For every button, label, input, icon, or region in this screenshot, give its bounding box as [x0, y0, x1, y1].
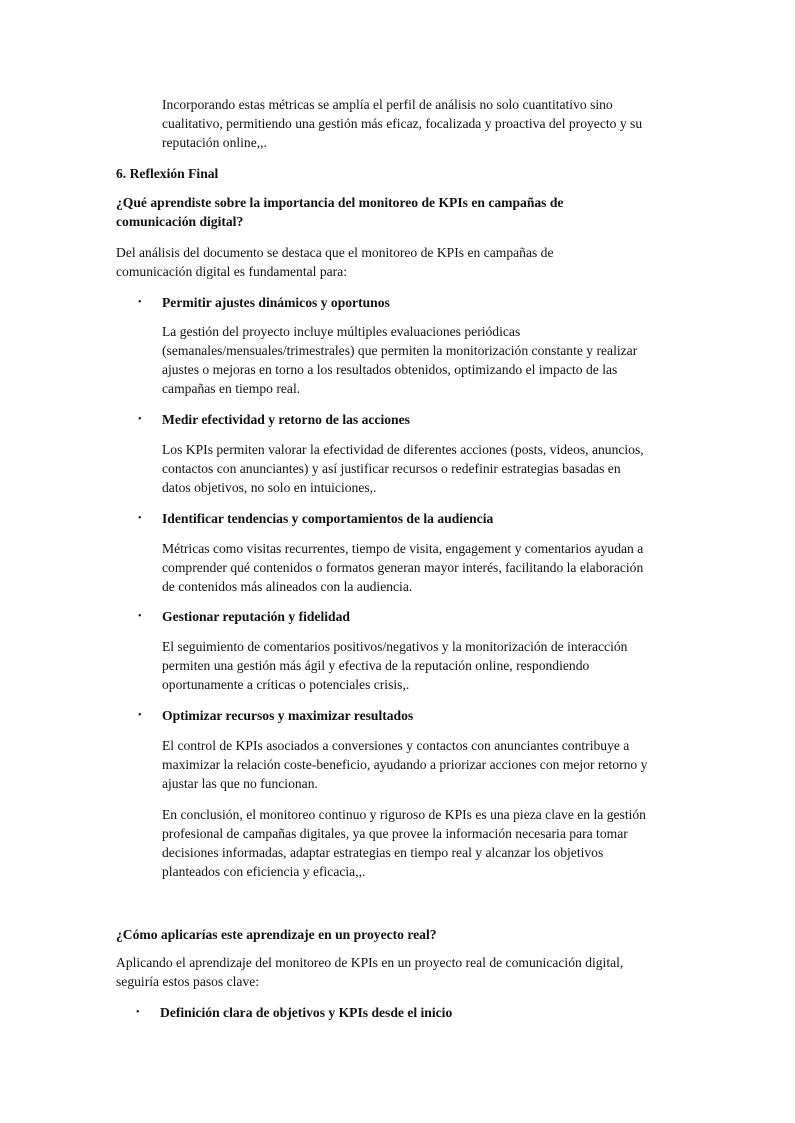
question-1: ¿Qué aprendiste sobre la importancia del monitoreo de KPIs en campañas de comunicación digital? — [116, 195, 564, 229]
bullet-icon: • — [138, 513, 142, 524]
point-title: Gestionar reputación y fidelidad — [162, 609, 350, 624]
answer-1-intro: Del análisis del documento se destaca que el monitoreo de KPIs en campañas de comunicación digital es fundamental para: — [116, 245, 554, 279]
list-item — [116, 706, 656, 725]
point-title: Optimizar recursos y maximizar resultados — [162, 708, 414, 723]
answer-2-intro: Aplicando el aprendizaje del monitoreo de KPIs en un proyecto real de comunicación digital, seguiría estos pasos clave: — [116, 955, 624, 989]
step-title: Definición clara de objetivos y KPIs desde el inicio — [160, 1005, 453, 1020]
list-item — [116, 293, 656, 312]
point-body: Los KPIs permiten valorar la efectividad de diferentes acciones (posts, videos, anuncios, contactos con anunciantes) y así justificar recursos o redefinir estrategias basadas en datos objetivos, no solo en intuiciones,. — [162, 442, 644, 495]
bullet-icon: • — [138, 710, 142, 721]
list-item — [116, 607, 656, 626]
question-2: ¿Cómo aplicarías este aprendizaje en un proyecto real? — [116, 927, 437, 942]
point-title: Medir efectividad y retorno de las acciones — [162, 412, 410, 427]
list-item — [116, 1003, 656, 1022]
point-body: Métricas como visitas recurrentes, tiempo de visita, engagement y comentarios ayudan a comprender qué contenidos o formatos generan mayor interés, facilitando la elaboración de contenidos más alineados con la audiencia. — [162, 541, 644, 594]
point-body: La gestión del proyecto incluye múltiples evaluaciones periódicas (semanales/mensuales/trimestrales) que permiten la monitorización constante y realizar ajustes o mejoras en torno a los resultados obtenidos, optimizando el impacto de las campañas en tiempo real. — [162, 324, 638, 396]
bullet-icon: • — [138, 611, 142, 622]
list-item — [116, 509, 656, 528]
point-title: Identificar tendencias y comportamientos de la audiencia — [162, 511, 494, 526]
bullet-icon: • — [136, 1007, 140, 1018]
bullet-icon: • — [138, 297, 142, 308]
list-item — [116, 410, 656, 429]
section-heading: 6. Reflexión Final — [116, 166, 219, 181]
point-body: El control de KPIs asociados a conversiones y contactos con anunciantes contribuye a maximizar la relación coste-beneficio, ayudando a priorizar acciones con mejor retorno y ajustar las que no funcionan. — [162, 738, 648, 791]
intro-paragraph: Incorporando estas métricas se amplía el perfil de análisis no solo cuantitativo sino cualitativo, permitiendo una gestión más eficaz, focalizada y proactiva del proyecto y su reputación online,,. — [162, 97, 643, 150]
bullet-icon: • — [138, 414, 142, 425]
point-title: Permitir ajustes dinámicos y oportunos — [162, 295, 390, 310]
conclusion-paragraph: En conclusión, el monitoreo continuo y riguroso de KPIs es una pieza clave en la gestión profesional de campañas digitales, ya que provee la información necesaria para tomar decisiones informadas, adaptar estrategias en tiempo real y alcanzar los objetivos planteados con eficiencia y eficacia,,. — [162, 807, 646, 879]
point-body: El seguimiento de comentarios positivos/negativos y la monitorización de interacción permiten una gestión más ágil y efectiva de la reputación online, respondiendo oportunamente a críticas o potenciales crisis,. — [162, 639, 628, 692]
